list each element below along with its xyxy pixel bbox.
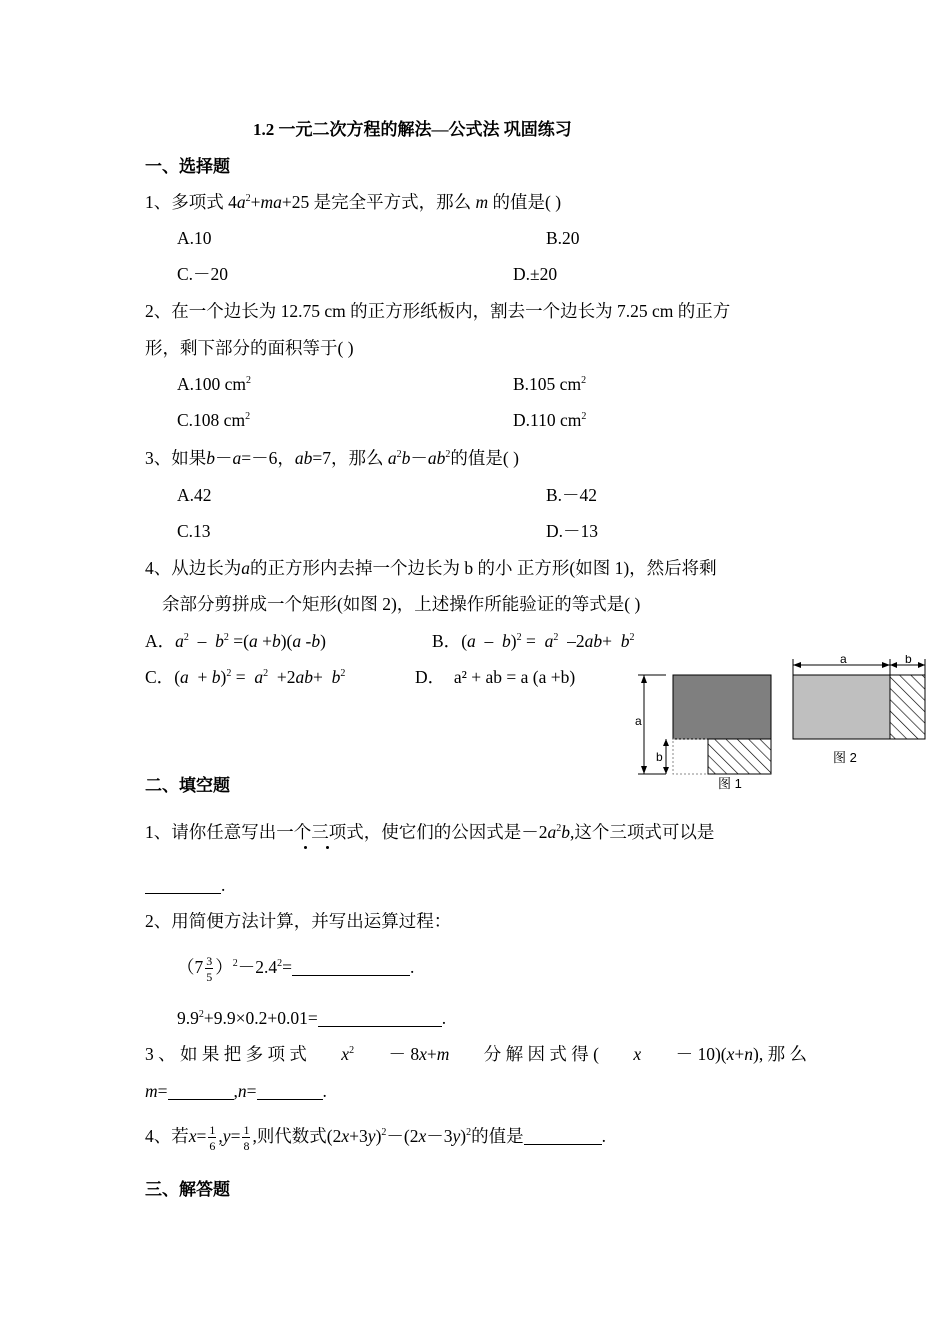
fraction: $\frac{3}{5}$ (206, 954, 213, 984)
fill-q2-expr1: （7 $\frac{3}{5}$ ）$^2-2.4^2=$ . (177, 954, 415, 984)
choice-q2-line2: 形，剩下部分的面积等于( ) (145, 338, 354, 358)
fig1-cut-square (673, 739, 708, 774)
answer-blank[interactable] (145, 877, 221, 894)
fill-q1-answer: . (145, 875, 225, 896)
fig2-hatched-rect (890, 675, 925, 739)
choice-q4-option-d: D． a² + ab = a (a +b) (415, 667, 576, 687)
choice-q2-option-b: B.105 $cm^2$ (513, 374, 587, 394)
choice-q2-option-a: A.100 $cm^2$ (177, 374, 252, 394)
fill-q2: 2、用简便方法计算，并写出运算过程： (145, 911, 452, 931)
answer-blank[interactable] (292, 959, 410, 976)
choice-q3-option-b: B.－42 (546, 485, 598, 505)
choice-q2-option-d: D.110 $cm^2$ (513, 410, 587, 430)
fraction: $\frac{1}{8}$ (243, 1123, 250, 1153)
fig1-caption: 图 1 (718, 776, 742, 791)
choice-q4-option-b: B．$(a - b)^2 = a^2$ $-2ab+ b^2$ (432, 631, 635, 651)
choice-q2-line1: 2、在一个边长为 12.75 cm 的正方形纸板内，割去一个边长为 7.25 cm 的正方 (145, 301, 731, 321)
fraction: $\frac{1}{6}$ (209, 1123, 216, 1153)
label-b-fig2: b (905, 655, 912, 666)
choice-q4-line2: 余部分剪拼成一个矩形(如图 2)，上述操作所能验证的等式是( ) (162, 594, 641, 614)
choice-q1-option-a: A.10 (177, 228, 212, 248)
choice-q4-option-c: C．$(a + b)^2 = a^2 +2ab+ b^2$ (145, 667, 346, 687)
answer-blank[interactable] (524, 1128, 602, 1145)
arrow-right-icon (882, 662, 890, 668)
section-choice: 一、选择题 (145, 157, 230, 176)
answer-blank-m[interactable] (168, 1083, 234, 1100)
choice-q2-option-c: C.108 $cm^2$ (177, 410, 251, 430)
label-a-fig2: a (840, 655, 847, 666)
figure-2 (793, 655, 925, 765)
q4-figure (630, 655, 935, 795)
page-title: 1.2 一元二次方程的解法—公式法 巩固练习 (253, 120, 572, 139)
emphasis-dot (304, 846, 307, 849)
fig2-main-rect (793, 675, 890, 739)
fill-q4: 4、若x= $\frac{1}{6}$ ,y= $\frac{1}{8}$ ,则代数式$(2x+3y)^2-(2x-3y)^2$的值是 . (145, 1123, 606, 1153)
answer-blank-n[interactable] (257, 1083, 323, 1100)
choice-q3-option-a: A.42 (177, 485, 212, 505)
arrow-left-icon (793, 662, 801, 668)
choice-q3: 3、如果b－a=－6，ab=7，那么 $a^2b-ab^2$的值是( ) (145, 448, 519, 468)
choice-q1-option-d: D.±20 (513, 264, 558, 284)
arrow-down-icon (641, 766, 647, 774)
arrow-up-icon (641, 675, 647, 683)
choice-q1-option-c: C.－20 (177, 264, 229, 284)
fill-q2-expr2: $9.9^2+9.9\times 0.2+0.01=$ . (177, 1008, 447, 1028)
fig2-caption: 图 2 (833, 750, 857, 765)
choice-q1: 1、多项式 $4a^2+ma+25$ 是完全平方式，那么 m 的值是( ) (145, 192, 562, 212)
emphasis-dot (326, 846, 329, 849)
fill-q1: 1、请你任意写出一个三项式，使它们的公因式是$-2a^2b$,这个三项式可以是 (145, 822, 715, 842)
fig1-remaining-area (673, 675, 771, 739)
figure-1 (635, 675, 771, 791)
fill-q3-line1: 3 、 如 果 把 多 项 式 $x^2$ － 8x+m 分 解 因 式 得 ( x － 10)(x+n), 那 么 (145, 1044, 807, 1064)
choice-q4-line1: 4、从边长为a的正方形内去掉一个边长为 b 的小 正方形(如图 1)，然后将剩 (145, 558, 717, 578)
label-a: a (635, 714, 642, 728)
choice-q4-option-a: A．$a^2 - b^2 =(a +b)(a$ -b) (145, 631, 326, 651)
answer-blank[interactable] (318, 1010, 442, 1027)
label-b-fig1: b (656, 750, 663, 764)
choice-q3-option-c: C.13 (177, 521, 211, 541)
fig1-hatched-area (708, 739, 771, 774)
choice-q1-option-b: B.20 (546, 228, 580, 248)
section-answer: 三、解答题 (145, 1180, 230, 1199)
fill-q3-line2: m= ,n= . (145, 1081, 327, 1101)
choice-q3-option-d: D.－13 (546, 521, 599, 541)
section-fill: 二、填空题 (145, 776, 230, 795)
